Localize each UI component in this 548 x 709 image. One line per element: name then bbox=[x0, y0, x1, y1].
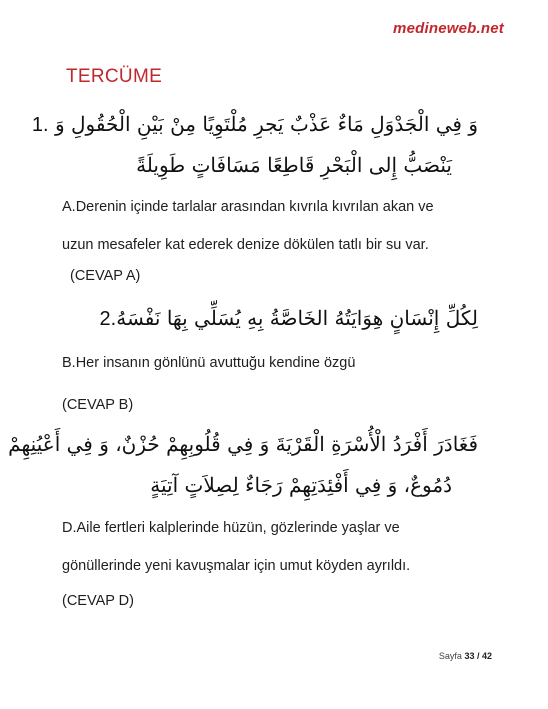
item-1-number: 1. bbox=[31, 114, 49, 136]
site-watermark: medineweb.net bbox=[393, 20, 504, 37]
item-1-translation-line-2: uzun mesafeler kat ederek denize dökülen tatlı bir su var. bbox=[62, 237, 429, 253]
item-1-arabic-line-1: وَ فِي الْجَدْوَلِ مَاءٌ عَذْبٌ يَجرِ مُلْتَوِيًا مِنْ بَيْنِ الْحُقُولِ وَ 1. bbox=[31, 112, 478, 136]
item-3-number bbox=[0, 434, 2, 456]
item-2-arabic-line-1: لِكُلِّ إِنْسَانٍ هِوَايَتُهُ الخَاصَّةُ بِهِ يُسَلِّي بِهَا نَفْسَهُ2. bbox=[99, 306, 478, 330]
page-heading: TERCÜME bbox=[66, 66, 163, 87]
footer-total-pages: 42 bbox=[481, 651, 492, 661]
item-3-arabic bbox=[8, 424, 478, 505]
item-2-arabic bbox=[58, 298, 478, 339]
item-1-translation-line-1: A.Derenin içinde tarlalar arasından kıvrıla kıvrılan akan ve bbox=[62, 199, 434, 215]
item-1-translation bbox=[62, 188, 502, 264]
item-3-arabic-line-1: فَغَادَرَ أَفْرَدُ الْأُسْرَةِ الْقَرْيَةَ وَ فِي قُلُوبِهِمْ حُزْنٌ، وَ فِي أَعْيُنِهِمْ bbox=[58, 424, 478, 465]
item-2-answer: (CEVAP B) bbox=[62, 397, 134, 413]
footer-page-number: 33 bbox=[464, 651, 475, 661]
item-1-arabic-line-2: يَنْصَبُّ إِلى الْبَحْرِ قَاطِعًا مَسَافَاتٍ طَوِيلَةً bbox=[136, 153, 452, 177]
item-3-answer: (CEVAP D) bbox=[62, 593, 134, 609]
item-1-answer: (CEVAP A) bbox=[70, 268, 141, 284]
item-3-translation bbox=[62, 509, 502, 585]
footer-separator: / bbox=[474, 651, 482, 661]
item-2-number: 2. bbox=[99, 308, 117, 330]
item-3-arabic-line-2: دُمُوعٌ، وَ فِي أَفْئِدَتِهِمْ رَجَاءٌ لِصِلاَتٍ آتِيَةٍ bbox=[150, 473, 452, 497]
footer-label: Sayfa bbox=[438, 651, 462, 661]
item-2-translation bbox=[62, 344, 502, 382]
item-2-translation-line-1: B.Her insanın gönlünü avuttuğu kendine özgü bbox=[62, 355, 356, 371]
item-3-translation-line-1: D.Aile fertleri kalplerinde hüzün, gözlerinde yaşlar ve bbox=[62, 520, 400, 536]
item-1-arabic bbox=[31, 104, 478, 185]
item-3-translation-line-2: gönüllerinde yeni kavuşmalar için umut köyden ayrıldı. bbox=[62, 558, 411, 574]
page-footer bbox=[439, 651, 492, 661]
